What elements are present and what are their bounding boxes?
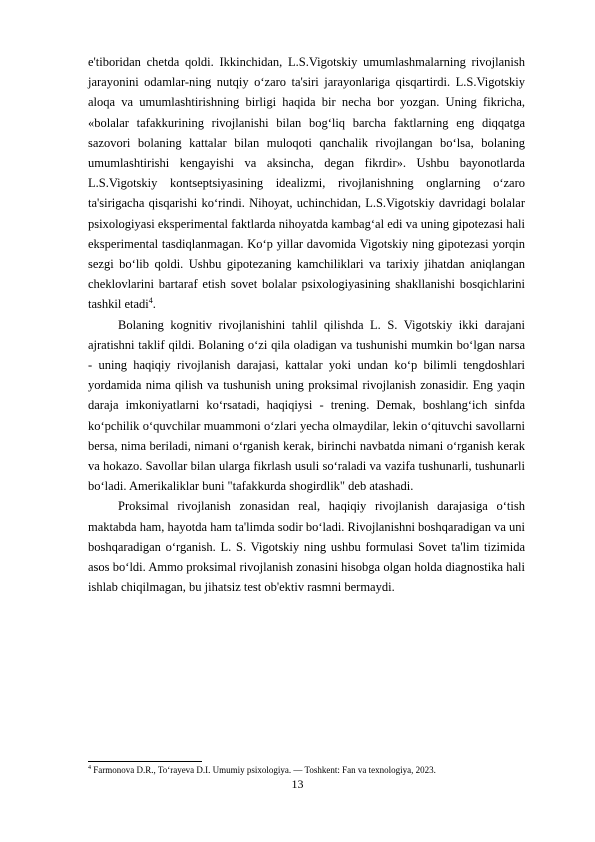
paragraph-1-end: . [152, 297, 156, 312]
body-text [88, 52, 525, 597]
footnote-text: Farmonova D.R., To‘rayeva D.I. Umumiy psixologiya. — Toshkent: Fan va texnologiya, 2023. [91, 765, 436, 775]
footnote-separator [88, 761, 202, 762]
footnote-reference: 4 [148, 296, 153, 306]
paragraph-3: Proksimal rivojlanish zonasidan real, haqiqiy rivojlanish darajasiga o‘tish maktabda ham, hayotda ham ta'limda sodir bo‘ladi. Rivojlanishni boshqaradigan va uni boshqaradigan o‘rganish. L. S. Vigotskiy ning ushbu formulasi Sovet ta'lim tizimida asos bo‘ldi. Ammo proksimal rivojlanish zonasini hisobga olgan holda diagnostika hali ishlab chiqilmagan, bu jihatsiz test ob'ektiv rasmni bermaydi. [88, 499, 525, 595]
paragraph-1 [88, 52, 525, 315]
paragraph-1-text: e'tiboridan chetda qoldi. Ikkinchidan, L.S.Vigotskiy umumlashmalarning rivojlanish jarayonini odamlar-ning nutqiy o‘zaro ta'siri jarayonlariga qisqartirdi. L.S.Vigotskiy aloqa va umumlashtirishning birligi haqida bir necha bor yozgan. Uning fikricha, «bolalar tafakkurining rivojlanishi bilan bog‘liq barcha faktlarning eng diqqatga sazovori bolaning kattalar bilan muloqoti qanchalik rivojlangan bo‘lsa, bolaning umumlashtirishi kengayishi va aksincha, degan fikrdir». Ushbu bayonotlarda L.S.Vigotskiy kontseptsiyasining idealizmi, rivojlanishning onglarning o‘zaro ta'sirigacha qisqarishi ko‘rindi. Nihoyat, uchinchidan, L.S.Vigotskiy davridagi bolalar psixologiyasi eksperimental faktlarda nihoyatda kambag‘al edi va uning gipotezasi hali eksperimental tasdiqlanmagan. Ko‘p yillar davomida Vigotskiy ning gipotezasi yorqin sezgi bo‘lib qoldi. Ushbu gipotezaning kamchiliklari va tarixiy jihatdan aniqlangan cheklovlarini bartaraf etish sovet bolalar psixologiyasining shakllanishi bosqichlarini tashkil etadi [88, 55, 525, 312]
footnote [88, 764, 525, 776]
paragraph-2: Bolaning kognitiv rivojlanishini tahlil qilishda L. S. Vigotskiy ikki darajani ajratishni taklif qildi. Bolaning o‘zi qila oladigan va tushunishi mumkin bo‘lgan narsa - uning haqiqiy rivojlanish darajasi, kattalar yoki undan ko‘p bilimli tengdoshlari yordamida nima qilish va tushunish uning proksimal rivojlanish zonasidir. Eng yaqin daraja imkoniyatlarni ko‘rsatadi, haqiqiysi - trening. Demak, boshlang‘ich sinfda ko‘pchilik o‘quvchilar muammoni o‘zlari yecha olmaydilar, lekin o‘qituvchi savollarni bersa, nima beriladi, nimani o‘rganish kerak, birinchi navbatda nimani o‘rganish kerak va hokazo. Savollar bilan ularga fikrlash usuli so‘raladi va vazifa tushunarli, tushunarli bo‘ladi. Amerikaliklar buni "tafakkurda shogirdlik" deb atashadi. [88, 317, 525, 494]
page-number: 13 [291, 777, 304, 791]
footnote-number: 4 [88, 765, 91, 771]
